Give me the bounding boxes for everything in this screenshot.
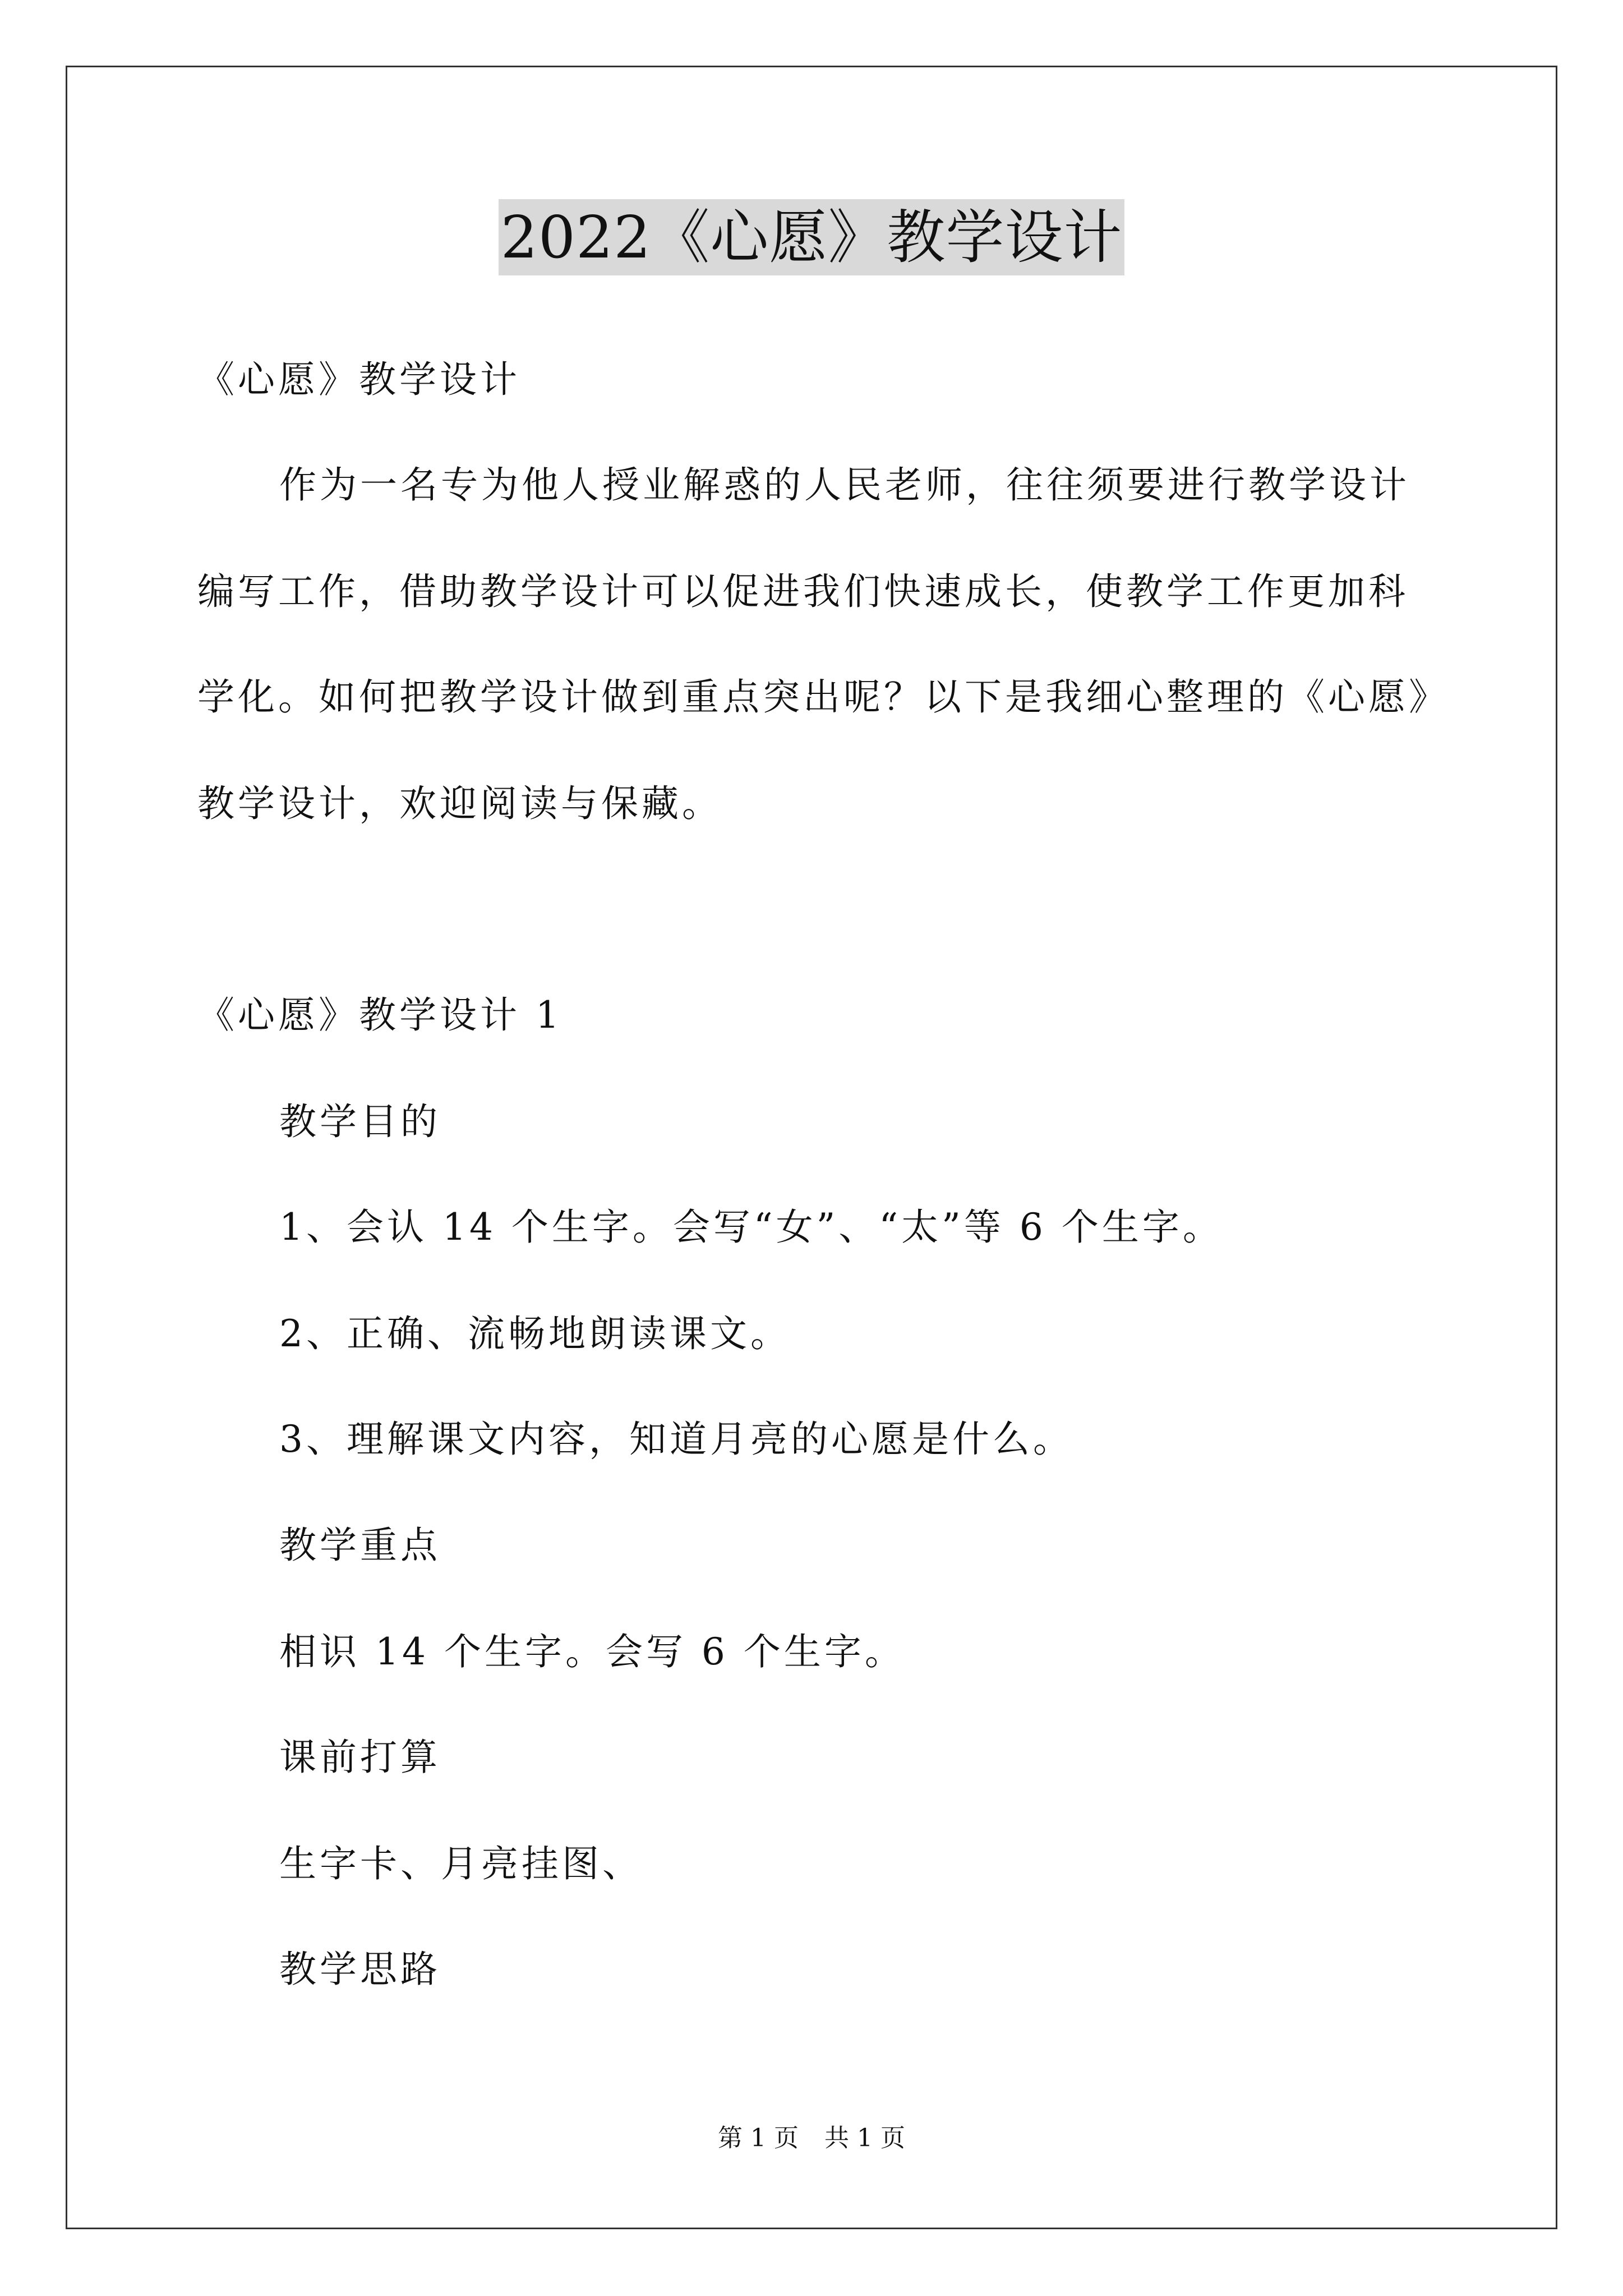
body-line-keypoints: 相识 14 个生字。会写 6 个生字。 [279,1630,905,1673]
intro-line-4: 教学设计，欢迎阅读与保藏。 [197,782,722,825]
body-line-approach-heading: 教学思路 [279,1948,441,1991]
document-subtitle: 《心愿》教学设计 [197,358,520,401]
document-title[interactable]: 2022《心愿》教学设计 [499,199,1125,275]
body-line-objective-1: 1、会认 14 个生字。会写“女”、“太”等 6 个生字。 [279,1205,1223,1249]
page-number: 第 1 页 [718,2124,799,2152]
page-total: 共 1 页 [824,2124,905,2152]
body-line-objective-3: 3、理解课文内容，知道月亮的心愿是什么。 [279,1418,1073,1461]
body-line-keypoints-heading: 教学重点 [279,1524,441,1567]
intro-line-1: 作为一名专为他人授业解惑的人民老师，往往须要进行教学设计 [279,463,1410,507]
intro-line-3: 学化。如何把教学设计做到重点突出呢？以下是我细心整理的《心愿》 [197,675,1449,719]
body-line-preparation: 生字卡、月亮挂图、 [279,1842,643,1885]
intro-line-2: 编写工作，借助教学设计可以促进我们快速成长，使教学工作更加科 [197,570,1409,613]
page-footer [0,2122,1623,2155]
body-line-preparation-heading: 课前打算 [279,1736,441,1779]
body-line-objective-2: 2、正确、流畅地朗读课文。 [279,1312,791,1355]
section-heading: 《心愿》教学设计 1 [197,993,562,1037]
body-line-objectives-heading: 教学目的 [279,1100,441,1143]
title-container [0,199,1623,275]
